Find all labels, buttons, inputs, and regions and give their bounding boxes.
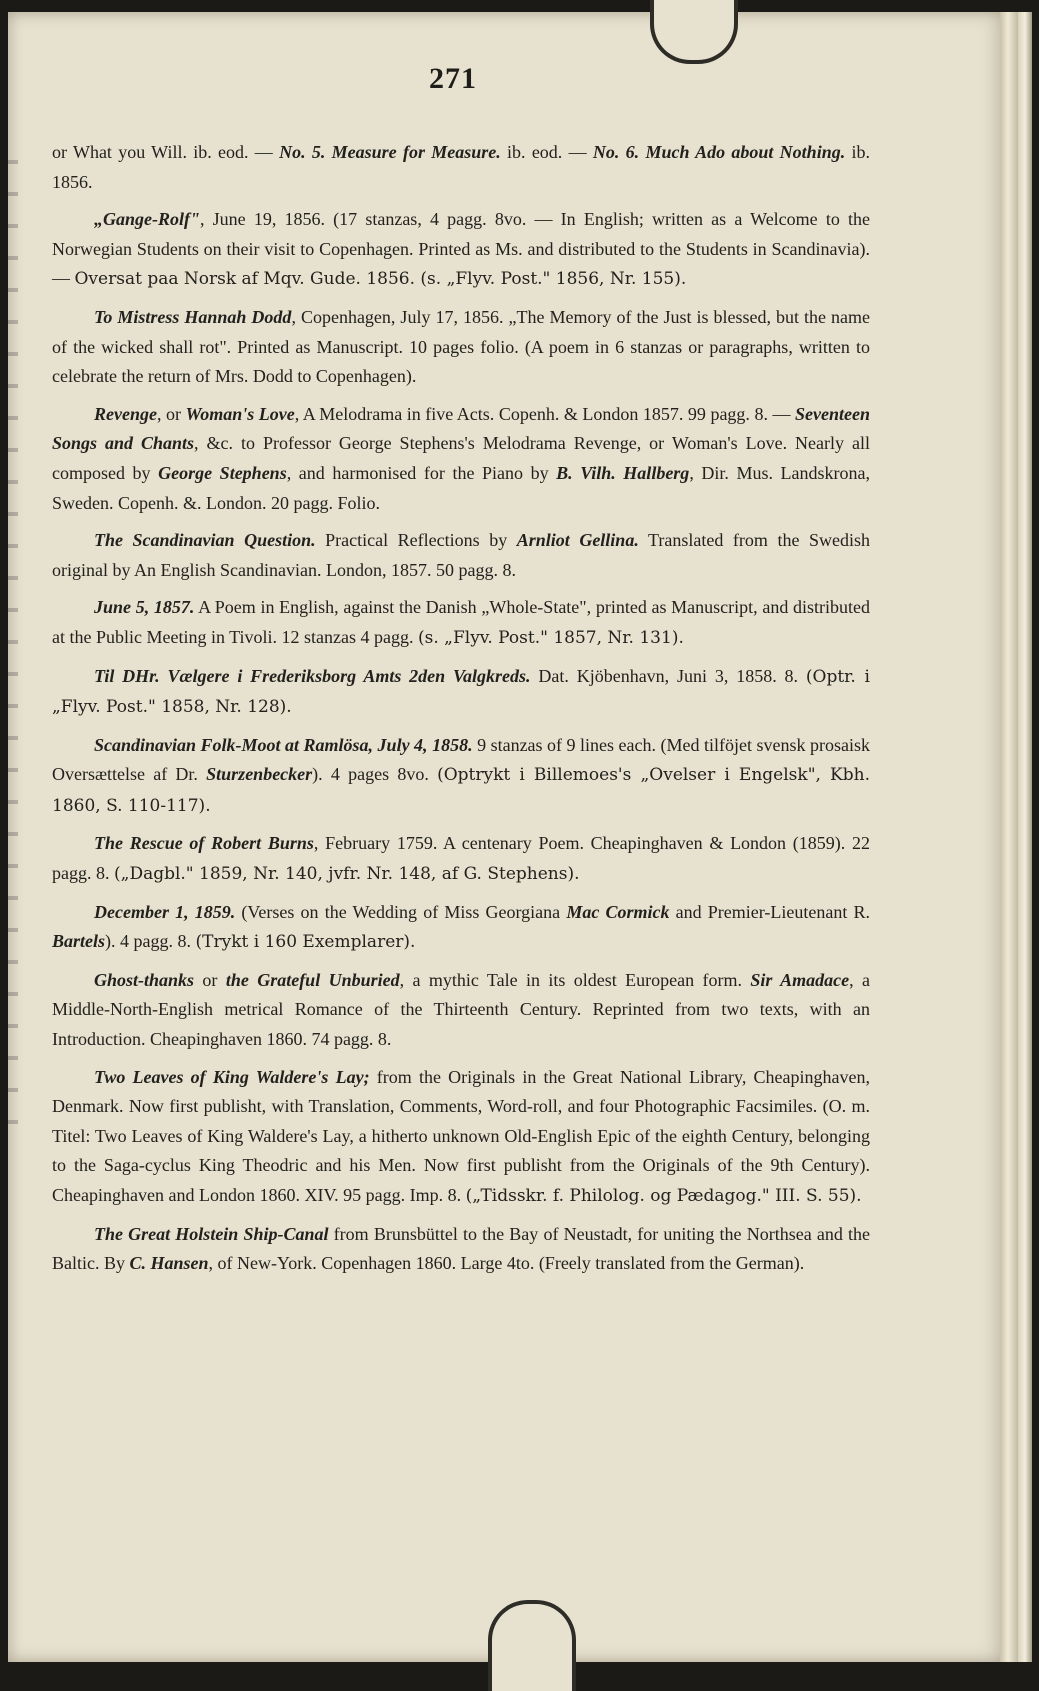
entry-text: Translated from the Swedish original by An English Scandinavian. London, 1857. 50 pagg. 8. <box>52 530 870 580</box>
entry-text: , and harmonised for the Piano by <box>286 462 557 483</box>
entry-text: ib. eod. — <box>500 142 593 162</box>
entry-title-italic: George Stephens <box>158 462 287 483</box>
entry-title-italic: Seventeen Songs and Chants <box>52 403 870 454</box>
entry-text: , February 1759. A centenary Poem. Cheapinghaven & London (1859). 22 pagg. 8. <box>52 833 870 884</box>
entry-text: (Verses on the Wedding of Miss Georgiana <box>235 901 567 922</box>
entry-title-italic: Woman's Love <box>185 403 295 424</box>
entry-text: or <box>194 969 226 990</box>
entry-gothic-note: („Tidsskr. f. Philolog. og Pædagog." III. S. 55). <box>465 1186 862 1206</box>
bibliography-entry <box>52 731 870 822</box>
entry-title-italic: C. Hansen <box>129 1253 209 1274</box>
entry-text: from Brunsbüttel to the Bay of Neustadt, for uniting the Northsea and the Baltic. By <box>52 1223 870 1274</box>
entry-text: , Copenhagen, July 17, 1856. „The Memory of the Just is blessed, but the name of the wicked shall rot". Printed as Manuscript. 10 pages folio. (A poem in 6 stanzas or paragraphs, written to celebrate the return of Mrs. Dodd to Copenhagen). <box>52 306 871 387</box>
entry-title-italic: No. 6. Much Ado about Nothing. <box>592 142 846 162</box>
entry-title-italic: To Mistress Hannah Dodd <box>94 306 292 327</box>
bibliography-entry <box>52 526 870 585</box>
entry-text: , A Melodrama in five Acts. Copenh. & London 1857. 99 pagg. 8. — <box>294 403 796 424</box>
page-edge-outer <box>1018 12 1032 1662</box>
entry-gothic-note: (Trykt i 160 Exemplarer). <box>195 932 416 953</box>
entry-title-italic: The Great Holstein Ship-Canal <box>94 1223 329 1244</box>
page-edge <box>1000 12 1020 1662</box>
bibliography-entry <box>52 829 870 889</box>
entry-title-italic: Ghost-thanks <box>94 969 195 990</box>
entry-text: A Poem in English, against the Danish „Whole-State", printed as Manuscript, and distributed at the Public Meeting in Tivoli. 12 stanzas 4 pagg. <box>52 597 871 647</box>
bibliography-entry <box>52 303 870 392</box>
entry-text: from the Originals in the Great National Library, Cheapinghaven, Denmark. Now first publisht, with Translation, Comments, Word-roll, and four Photographic Facsimiles. (O. m. Titel: Two Leaves of King Waldere's Lay, a hitherto unknown Old-English Epic of the eighth Century, belonging to the Saga-cyclus King Theodric and his Men. Now first publisht from the Originals of the 9th Century). Cheapinghaven and London 1860. XIV. 95 pagg. Imp. 8. <box>52 1066 871 1205</box>
entry-title-italic: June 5, 1857. <box>94 597 195 618</box>
entry-text: ). 4 pages 8vo. <box>312 764 438 785</box>
bibliography-entry <box>52 1063 870 1212</box>
entry-title-italic: the Grateful Unburied <box>225 969 400 990</box>
gutter-marks <box>8 132 18 1132</box>
bibliography-entry <box>52 898 870 958</box>
clip-bottom <box>488 1600 576 1691</box>
entry-title-italic: Scandinavian Folk-Moot at Ramlösa, July 4, 1858. <box>94 734 473 755</box>
entry-text: , Dir. Mus. Landskrona, Sweden. Copenh. &. London. 20 pagg. Folio. <box>52 462 871 513</box>
entry-title-italic: Til DHr. Vælgere i Frederiksborg Amts 2den Valgkreds. <box>94 665 531 686</box>
bibliography-entry <box>52 205 870 295</box>
entry-title-italic: Arnliot Gellina. <box>516 530 639 551</box>
entry-text: ). 4 pagg. 8. <box>105 931 196 952</box>
bibliography-entry <box>52 1220 870 1279</box>
entry-title-italic: Mac Cormick <box>566 901 670 922</box>
bibliography-text <box>52 138 870 1287</box>
entry-gothic-note: (Optr. i „Flyv. Post." 1858, Nr. 128). <box>52 666 870 718</box>
entry-title-italic: December 1, 1859. <box>94 901 236 922</box>
entry-text: 9 stanzas of 9 lines each. (Med tilföjet svensk prosaisk Oversættelse af Dr. <box>52 734 870 785</box>
entry-gothic-note: Oversat paa Norsk af Mqv. Gude. 1856. (s. „Flyv. Post." 1856, Nr. 155). <box>74 269 687 290</box>
entry-gothic-note: („Dagbl." 1859, Nr. 140, jvfr. Nr. 148, af G. Stephens). <box>114 864 580 885</box>
entry-text: , a Middle-North-English metrical Romance of the Thirteenth Century. Reprinted from two texts, with an Introduction. Cheapinghaven 1860. 74 pagg. 8. <box>52 969 870 1050</box>
entry-text: or What you Will. ib. eod. — <box>52 142 280 162</box>
entry-text: Practical Reflections by <box>315 530 517 551</box>
bibliography-entry <box>52 138 870 197</box>
entry-text: , &c. to Professor George Stephens's Melodrama Revenge, or Woman's Love. Nearly all composed by <box>52 433 870 483</box>
entry-title-italic: Bartels <box>52 931 106 952</box>
entry-title-italic: The Rescue of Robert Burns <box>94 833 314 854</box>
entry-text: , or <box>156 403 186 424</box>
entry-text: Dat. Kjöbenhavn, Juni 3, 1858. 8. <box>530 665 806 686</box>
bibliography-entry <box>52 400 870 518</box>
entry-title-italic: Sturzenbecker <box>206 764 313 785</box>
entry-text: , June 19, 1856. (17 stanzas, 4 pagg. 8vo. — In English; written as a Welcome to the Norwegian Students on their visit to Copenhagen. Printed as Ms. and distributed to the Students in Scandinavia). — <box>52 209 870 289</box>
entry-text: ib. 1856. <box>52 142 870 192</box>
entry-title-italic: B. Vilh. Hallberg <box>556 462 690 483</box>
entry-text: , of New-York. Copenhagen 1860. Large 4to. (Freely translated from the German). <box>208 1253 805 1274</box>
bibliography-entry <box>52 662 870 723</box>
bibliography-entry <box>52 593 870 653</box>
entry-title-italic: Two Leaves of King Waldere's Lay; <box>94 1066 370 1087</box>
entry-title-italic: No. 5. Measure for Measure. <box>279 142 501 162</box>
entry-text: and Premier-Lieutenant R. <box>669 901 870 922</box>
entry-text: , a mythic Tale in its oldest European form. <box>399 969 751 990</box>
entry-title-italic: Sir Amadace <box>750 969 850 990</box>
page-number: 271 <box>429 62 477 95</box>
entry-title-italic: The Scandinavian Question. <box>94 530 316 551</box>
entry-gothic-note: (s. „Flyv. Post." 1857, Nr. 131). <box>417 627 684 648</box>
entry-gothic-note: (Optrykt i Billemoes's „Ovelser i Engelsk", Kbh. 1860, S. 110-117). <box>52 765 870 816</box>
bibliography-entry <box>52 966 870 1055</box>
entry-title-italic: „Gange-Rolf" <box>94 209 200 230</box>
entry-title-italic: Revenge <box>94 403 157 424</box>
